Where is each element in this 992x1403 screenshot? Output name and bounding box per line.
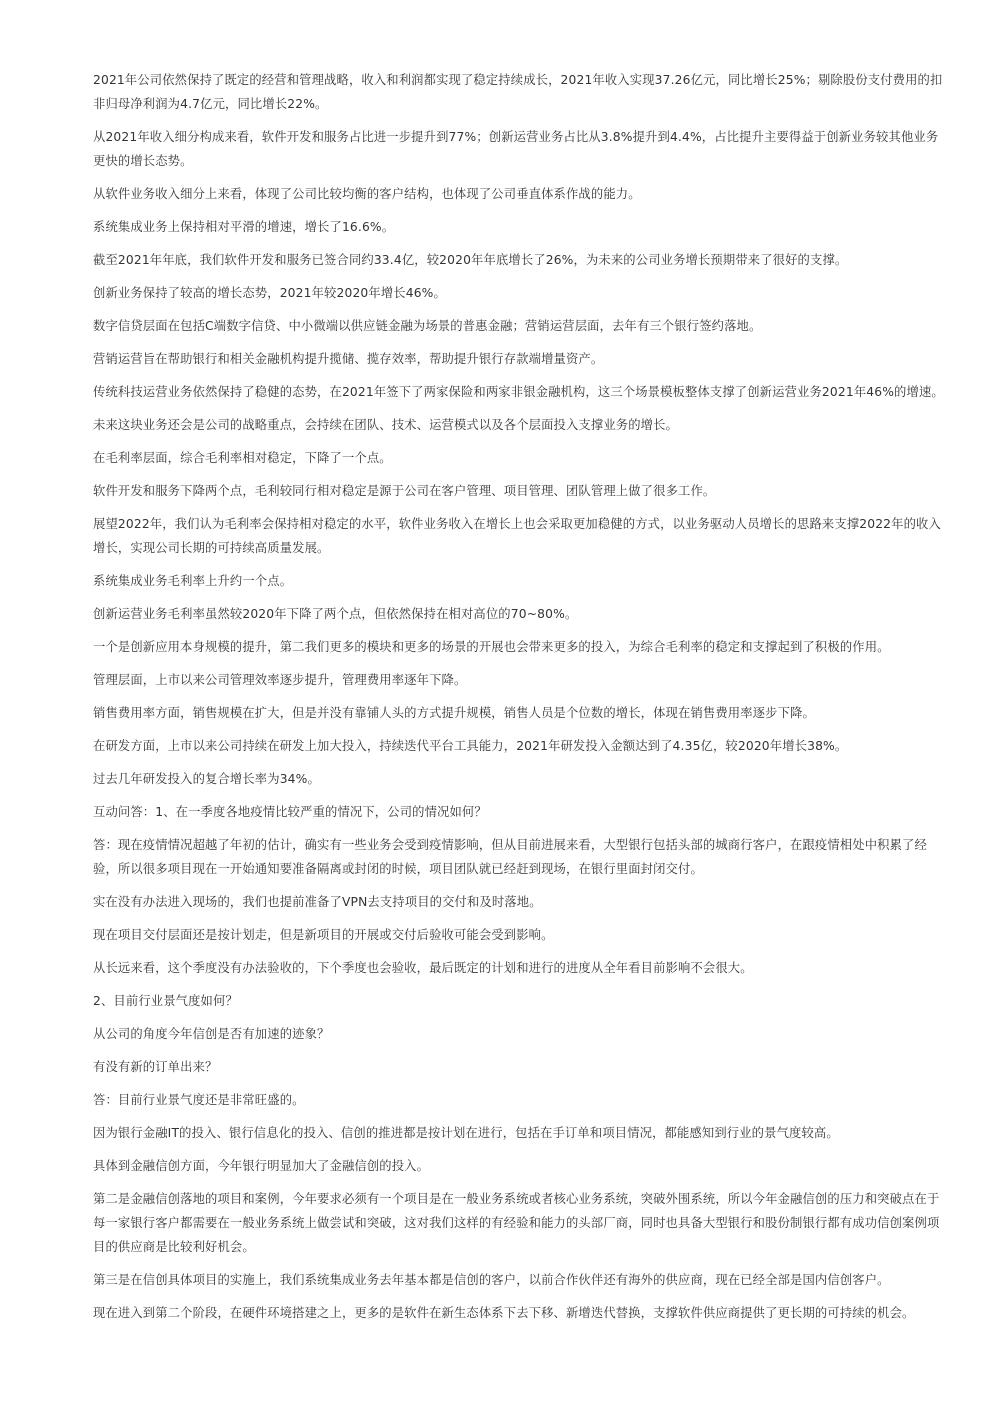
paragraph: 过去几年研发投入的复合增长率为34%。: [93, 772, 320, 786]
paragraph: 从长远来看，这个季度没有办法验收的，下个季度也会验收，最后既定的计划和进行的进度从全年看目前影响不会很大。: [93, 961, 753, 975]
paragraph: 一个是创新应用本身规模的提升，第二我们更多的模块和更多的场景的开展也会带来更多的投入，为综合毛利率的稳定和支撑起到了积极的作用。: [93, 640, 890, 654]
paragraph: 2021年公司依然保持了既定的经营和管理战略，收入和利润都实现了稳定持续成长，2021年收入实现37.26亿元，同比增长25%；剔除股份支付费用的扣非归母净利润为4.7亿元，同比增长22%。: [93, 73, 943, 111]
paragraph: 现在项目交付层面还是按计划走，但是新项目的开展或交付后验收可能会受到影响。: [93, 928, 554, 942]
paragraph: 第三是在信创具体项目的实施上，我们系统集成业务去年基本都是信创的客户，以前合作伙伴还有海外的供应商，现在已经全部是国内信创客户。: [93, 1273, 890, 1287]
paragraph: 未来这块业务还会是公司的战略重点，会持续在团队、技术、运营模式以及各个层面投入支撑业务的增长。: [93, 418, 679, 432]
question-paragraph: 从公司的角度今年信创是否有加速的迹象？: [93, 1027, 330, 1041]
paragraph: 系统集成业务毛利率上升约一个点。: [93, 574, 293, 588]
paragraph: 展望2022年，我们认为毛利率会保持相对稳定的水平，软件业务收入在增长上也会采取更加稳健的方式，以业务驱动人员增长的思路来支撑2022年的收入增长，实现公司长期的可持续高质量发展。: [93, 517, 941, 555]
paragraph: 传统科技运营业务依然保持了稳健的态势，在2021年签下了两家保险和两家非银金融机构，这三个场景模板整体支撑了创新运营业务2021年46%的增速。: [93, 385, 944, 399]
paragraph: 管理层面，上市以来公司管理效率逐步提升，管理费用率逐年下降。: [93, 673, 467, 687]
paragraph: 在研发方面，上市以来公司持续在研发上加大投入，持续迭代平台工具能力，2021年研发投入金额达到了4.35亿，较2020年增长38%。: [93, 739, 848, 753]
paragraph: 软件开发和服务下降两个点，毛利较同行相对稳定是源于公司在客户管理、项目管理、团队管理上做了很多工作。: [93, 484, 716, 498]
paragraph: 销售费用率方面，销售规模在扩大，但是并没有靠铺人头的方式提升规模，销售人员是个位数的增长，体现在销售费用率逐步下降。: [93, 706, 815, 720]
question-paragraph: 有没有新的订单出来？: [93, 1060, 218, 1074]
answer-paragraph: 答：目前行业景气度还是非常旺盛的。: [93, 1093, 305, 1107]
question-heading: 互动问答：1、在一季度各地疫情比较严重的情况下，公司的情况如何？: [93, 805, 487, 819]
question-heading: 2、目前行业景气度如何？: [93, 994, 238, 1008]
paragraph: 从2021年收入细分构成来看，软件开发和服务占比进一步提升到77%；创新运营业务占比从3.8%提升到4.4%，占比提升主要得益于创新业务较其他业务更快的增长态势。: [93, 130, 939, 168]
paragraph: 具体到金融信创方面，今年银行明显加大了金融信创的投入。: [93, 1159, 430, 1173]
paragraph: 实在没有办法进入现场的，我们也提前准备了VPN去支持项目的交付和及时落地。: [93, 895, 542, 909]
paragraph: 创新运营业务毛利率虽然较2020年下降了两个点，但依然保持在相对高位的70~80%。: [93, 607, 578, 621]
answer-paragraph: 答：现在疫情情况超越了年初的估计，确实有一些业务会受到疫情影响，但从目前进展来看，大型银行包括头部的城商行客户，在跟疫情相处中积累了经验，所以很多项目现在一开始通知要准备隔离或封闭的时候，项目团队就已经赶到现场，在银行里面封闭交付。: [93, 838, 927, 876]
paragraph: 在毛利率层面，综合毛利率相对稳定，下降了一个点。: [93, 451, 392, 465]
paragraph: 创新业务保持了较高的增长态势，2021年较2020年增长46%。: [93, 286, 446, 300]
paragraph: 营销运营旨在帮助银行和相关金融机构提升揽储、揽存效率，帮助提升银行存款端增量资产。: [93, 352, 604, 366]
paragraph: 数字信贷层面在包括C端数字信贷、中小微端以供应链金融为场景的普惠金融；营销运营层面，去年有三个银行签约落地。: [93, 319, 762, 333]
document-body: [93, 68, 945, 1334]
paragraph: 截至2021年年底，我们软件开发和服务已签合同约33.4亿，较2020年年底增长了26%，为未来的公司业务增长预期带来了很好的支撑。: [93, 253, 848, 267]
paragraph: 系统集成业务上保持相对平滑的增速，增长了16.6%。: [93, 220, 395, 234]
paragraph: 现在进入到第二个阶段，在硬件环境搭建之上，更多的是软件在新生态体系下去下移、新增迭代替换，支撑软件供应商提供了更长期的可持续的机会。: [93, 1306, 915, 1320]
paragraph: 从软件业务收入细分上来看，体现了公司比较均衡的客户结构，也体现了公司垂直体系作战的能力。: [93, 187, 641, 201]
paragraph: 第二是金融信创落地的项目和案例，今年要求必须有一个项目是在一般业务系统或者核心业务系统，突破外围系统，所以今年金融信创的压力和突破点在于每一家银行客户都需要在一般业务系统上做尝试和突破，这对我们这样的有经验和能力的头部厂商，同时也具备大型银行和股份制银行都有成功信创案例项目的供应商是比较利好机会。: [93, 1192, 940, 1254]
paragraph: 因为银行金融IT的投入、银行信息化的投入、信创的推进都是按计划在进行，包括在手订单和项目情况，都能感知到行业的景气度较高。: [93, 1126, 839, 1140]
